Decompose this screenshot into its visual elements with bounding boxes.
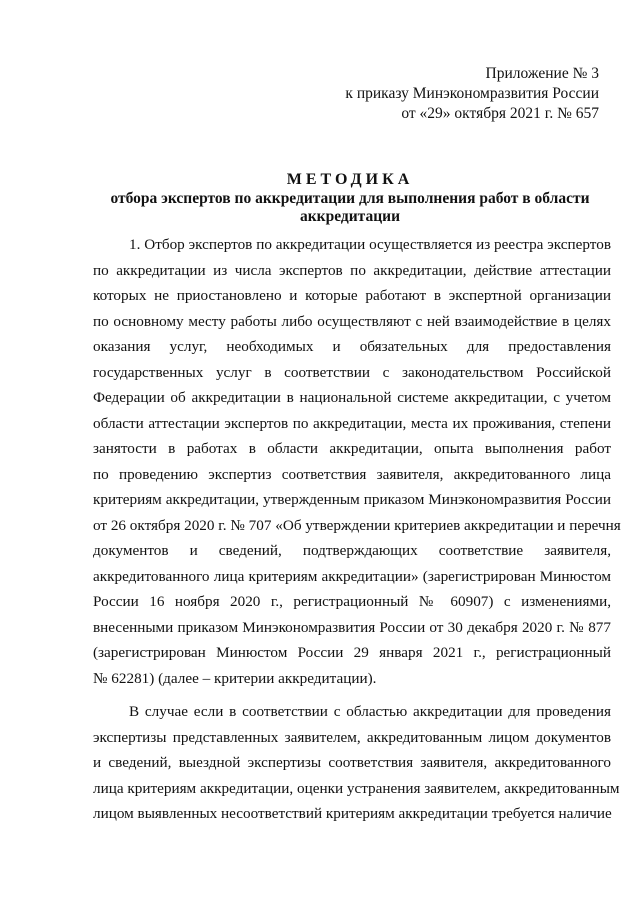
text-line: которых не приостановлено и которые работают в экспертной организации: [93, 287, 611, 304]
text-line: государственных услуг в соответствии с законодательством Российской: [93, 363, 611, 381]
document-body: [93, 232, 621, 827]
text-line: (зарегистрирован Минюстом России 29 января 2021 г., регистрационный: [93, 644, 611, 661]
text-line: по аккредитации из числа экспертов по аккредитации, действие аттестации: [93, 261, 611, 279]
text-line: Федерации об аккредитации в национальной системе аккредитации, с учетом: [93, 389, 611, 406]
text-line: занятости в работах в области аккредитации, опыта выполнения работ: [93, 440, 611, 457]
text-line: от 26 октября 2020 г. № 707 «Об утверждении критериев аккредитации и перечня: [93, 516, 621, 534]
text-line: лица критериям аккредитации, оценки устранения заявителем, аккредитованным: [93, 779, 620, 797]
appendix-order-date: от «29» октября 2021 г. № 657: [401, 105, 599, 122]
text-line: по основному месту работы либо осуществляют с ней взаимодействие в целях: [93, 312, 611, 330]
text-line: экспертизы представленных заявителем, аккредитованным лицом документов: [93, 728, 611, 746]
document-heading: [90, 170, 610, 226]
text-line: В случае если в соответствии с областью аккредитации для проведения: [129, 703, 611, 720]
document-subtitle-line-2: аккредитации: [299, 208, 401, 225]
appendix-number: Приложение № 3: [485, 65, 599, 82]
text-line: лицом выявленных несоответствий критериям аккредитации требуется наличие: [93, 805, 612, 822]
appendix-order-ref: к приказу Минэкономразвития России: [345, 85, 599, 102]
text-line: № 62281) (далее – критерии аккредитации).: [93, 669, 377, 687]
document-title: МЕТОДИКА: [286, 171, 414, 188]
text-line: документов и сведений, подтверждающих соответствие заявителя,: [93, 542, 611, 559]
text-line: России 16 ноября 2020 г., регистрационный № 60907) с изменениями,: [93, 593, 611, 610]
text-line: оказания услуг, необходимых и обязательных для предоставления: [93, 338, 611, 355]
document-subtitle-line-1: отбора экспертов по аккредитации для выполнения работ в области: [110, 190, 590, 207]
text-line: по проведению экспертиз соответствия заявителя, аккредитованного лица: [93, 465, 611, 483]
text-line: 1. Отбор экспертов по аккредитации осуществляется из реестра экспертов: [129, 236, 611, 253]
paragraph-1: [93, 232, 621, 691]
text-line: аккредитованного лица критериям аккредитации» (зарегистрирован Минюстом: [93, 567, 611, 585]
paragraph-2: [93, 699, 620, 827]
text-line: критериям аккредитации, утвержденным приказом Минэкономразвития России: [93, 491, 611, 508]
appendix-block: [345, 64, 599, 124]
text-line: и сведений, выездной экспертизы соответствия заявителя, аккредитованного: [93, 754, 611, 771]
text-line: внесенными приказом Минэкономразвития России от 30 декабря 2020 г. № 877: [93, 618, 611, 636]
paragraph-spacer: [93, 691, 611, 699]
text-line: области аттестации экспертов по аккредитации, места их проживания, степени: [93, 414, 611, 432]
